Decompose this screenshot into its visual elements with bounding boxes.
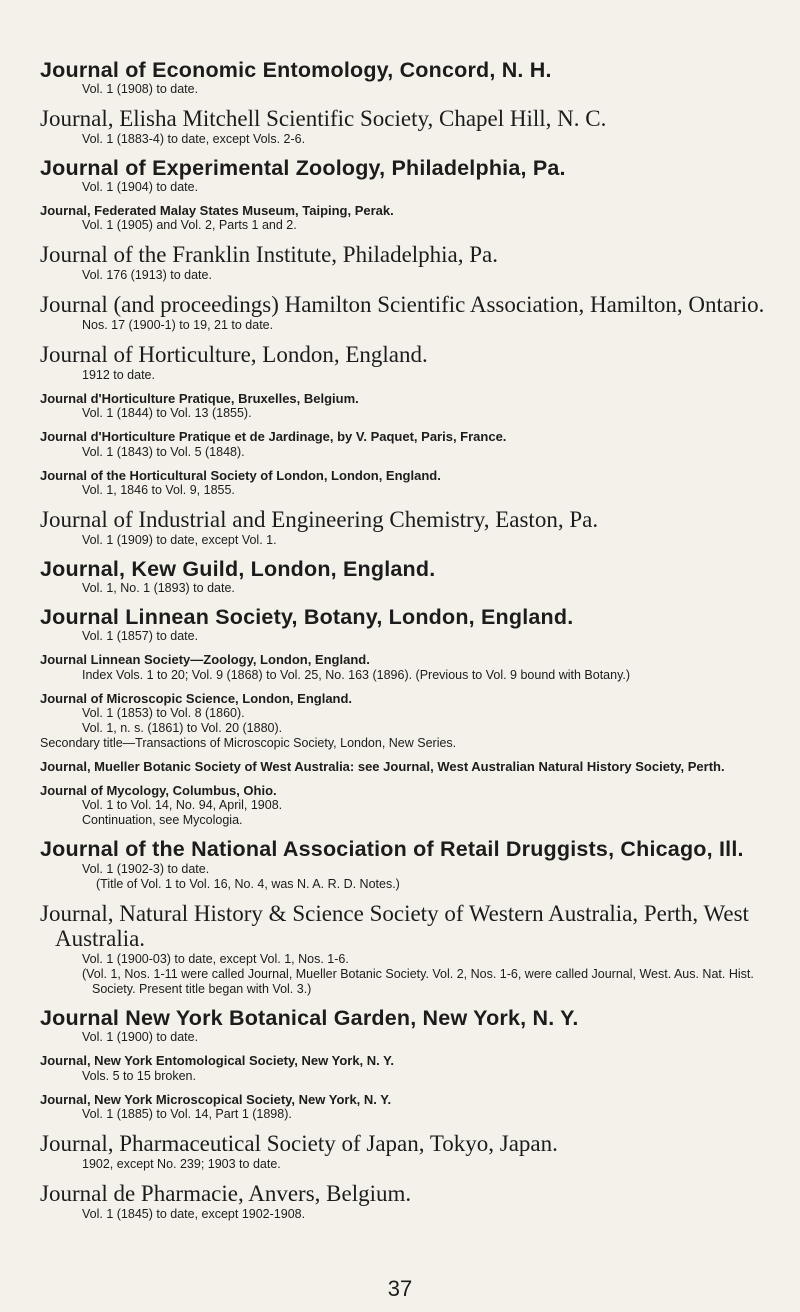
entry-holdings: Vol. 1 (1909) to date, except Vol. 1. xyxy=(82,533,277,548)
catalog-entry xyxy=(40,156,768,195)
entry-title: Journal, Natural History & Science Society of Western Australia, Perth, West Australia. xyxy=(40,900,749,952)
entry-title: Journal New York Botanical Garden, New York, N. Y. xyxy=(40,1006,579,1031)
entry-holdings: Vol. 1 (1845) to date, except 1902-1908. xyxy=(82,1206,306,1221)
entry-note: (Vol. 1, Nos. 1-11 were called Journal, Mueller Botanic Society. Vol. 2, Nos. 1-6, were called Journal, West. Aus. Nat. Hist. Society. Present title began with Vol. 3.) xyxy=(82,967,754,997)
catalog-entry xyxy=(40,784,768,829)
entry-title: Journal, New York Entomological Society, New York, N. Y. xyxy=(40,1053,394,1069)
entry-title: Journal, Kew Guild, London, England. xyxy=(40,557,436,582)
catalog-entry xyxy=(40,292,768,333)
entry-title: Journal Linnean Society, Botany, London, England. xyxy=(40,605,574,630)
entry-holdings: Vols. 5 to 15 broken. xyxy=(82,1068,196,1083)
entry-holdings: Vol. 1 (1883-4) to date, except Vols. 2-6. xyxy=(82,131,306,146)
entry-title: Journal of the National Association of Retail Druggists, Chicago, Ill. xyxy=(40,837,744,862)
catalog-entry xyxy=(40,1054,768,1084)
entry-holdings: 1902, except No. 239; 1903 to date. xyxy=(82,1156,281,1171)
entry-holdings: Vol. 1 (1853) to Vol. 8 (1860). xyxy=(82,706,245,721)
catalog-entry xyxy=(40,58,768,97)
entry-holdings: Vol. 1 (1908) to date. xyxy=(82,82,199,97)
entry-continuation: Continuation, see Mycologia. xyxy=(82,813,243,828)
entry-holdings: Vol. 176 (1913) to date. xyxy=(82,268,212,283)
catalog-entry xyxy=(40,342,768,383)
entry-title: Journal of the Franklin Institute, Philadelphia, Pa. xyxy=(40,242,499,268)
entry-title: Journal of Economic Entomology, Concord, N. H. xyxy=(40,58,552,82)
entry-holdings: Vol. 1, No. 1 (1893) to date. xyxy=(82,581,235,596)
catalog-entry xyxy=(40,507,768,548)
entry-holdings: Vol. 1, n. s. (1861) to Vol. 20 (1880). xyxy=(82,721,283,736)
entry-holdings: Vol. 1 (1900) to date. xyxy=(82,1030,199,1045)
catalog-entry xyxy=(40,106,768,147)
entry-holdings: Nos. 17 (1900-1) to 19, 21 to date. xyxy=(82,317,274,332)
entry-holdings: Vol. 1 (1844) to Vol. 13 (1855). xyxy=(82,406,252,421)
entry-holdings: Vol. 1 (1905) and Vol. 2, Parts 1 and 2. xyxy=(82,218,297,233)
entry-holdings: Vol. 1 (1857) to date. xyxy=(82,629,199,644)
catalog-entry xyxy=(40,469,768,499)
entry-title: Journal, New York Microscopical Society, New York, N. Y. xyxy=(40,1091,392,1107)
entry-holdings: Vol. 1 (1902-3) to date. xyxy=(82,861,210,876)
entry-title: Journal of Mycology, Columbus, Ohio. xyxy=(40,782,277,798)
entry-title: Journal, Elisha Mitchell Scientific Society, Chapel Hill, N. C. xyxy=(40,106,607,132)
catalog-entry xyxy=(40,837,768,891)
catalog-entry xyxy=(40,204,768,234)
entry-title: Journal of Experimental Zoology, Philadelphia, Pa. xyxy=(40,155,566,180)
entry-title: Journal of the Horticultural Society of London, London, England. xyxy=(40,467,441,483)
entry-title: Journal of Horticulture, London, England. xyxy=(40,341,428,367)
catalog-entry xyxy=(40,557,768,596)
catalog-entry xyxy=(40,1131,768,1172)
catalog-entry xyxy=(40,760,768,775)
entry-holdings: Vol. 1 (1843) to Vol. 5 (1848). xyxy=(82,444,245,459)
entry-holdings: Vol. 1 (1900-03) to date, except Vol. 1, Nos. 1-6. xyxy=(82,952,349,967)
entry-secondary-title: Secondary title—Transactions of Microscopic Society, London, New Series. xyxy=(40,736,457,751)
entry-title: Journal Linnean Society—Zoology, London, England. xyxy=(40,652,370,668)
entry-holdings: Vol. 1 (1904) to date. xyxy=(82,179,199,194)
catalog-page xyxy=(40,58,768,1231)
entry-title: Journal, Federated Malay States Museum, Taiping, Perak. xyxy=(40,202,394,218)
entry-title: Journal, Pharmaceutical Society of Japan, Tokyo, Japan. xyxy=(40,1131,558,1157)
entry-title: Journal d'Horticulture Pratique, Bruxelles, Belgium. xyxy=(40,390,359,406)
catalog-entry xyxy=(40,392,768,422)
entry-title: Journal (and proceedings) Hamilton Scientific Association, Hamilton, Ontario. xyxy=(40,292,765,318)
catalog-entry xyxy=(40,1006,768,1045)
catalog-entry xyxy=(40,605,768,644)
catalog-entry xyxy=(40,1181,768,1222)
catalog-entry xyxy=(40,653,768,683)
entry-holdings: Index Vols. 1 to 20; Vol. 9 (1868) to Vol. 25, No. 163 (1896). (Previous to Vol. 9 bound with Botany.) xyxy=(82,667,631,682)
entry-title: Journal d'Horticulture Pratique et de Jardinage, by V. Paquet, Paris, France. xyxy=(40,429,507,445)
entry-title: Journal of Industrial and Engineering Chemistry, Easton, Pa. xyxy=(40,507,599,533)
entry-title: Journal, Mueller Botanic Society of West Australia: see Journal, West Australian Natural History Society, Perth. xyxy=(40,759,725,775)
entry-holdings: Vol. 1, 1846 to Vol. 9, 1855. xyxy=(82,483,235,498)
catalog-entry xyxy=(40,430,768,460)
entry-title: Journal of Microscopic Science, London, England. xyxy=(40,690,353,706)
entry-title: Journal de Pharmacie, Anvers, Belgium. xyxy=(40,1180,412,1206)
catalog-entry xyxy=(40,1093,768,1123)
catalog-entry xyxy=(40,242,768,283)
catalog-entry xyxy=(40,901,768,998)
entry-note: (Title of Vol. 1 to Vol. 16, No. 4, was N. A. R. D. Notes.) xyxy=(96,876,400,891)
page-number: 37 xyxy=(387,1276,413,1301)
entry-holdings: Vol. 1 (1885) to Vol. 14, Part 1 (1898). xyxy=(82,1107,292,1122)
entry-holdings: 1912 to date. xyxy=(82,367,155,382)
catalog-entry xyxy=(40,692,768,752)
entry-holdings: Vol. 1 to Vol. 14, No. 94, April, 1908. xyxy=(82,798,283,813)
